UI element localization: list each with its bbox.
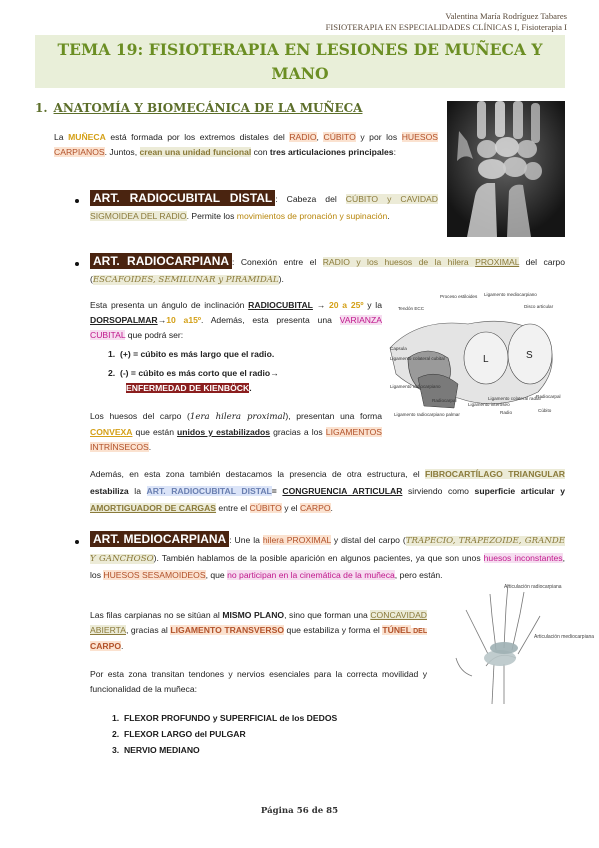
term-tunel: TÚNEL [382,625,412,635]
text: , que [205,570,228,580]
list-text: FLEXOR PROFUNDO y SUPERFICIAL de los DEDOS [123,713,338,723]
diagram-label: Ligamento radiocarpiano [390,384,441,389]
text: Por esta zona transitan tendones y nervios esenciales para la correcta movilidad y funcionalidad de la muñeca: [90,669,427,694]
text: , sino que forman una [284,610,371,620]
term-sesamoideos: HUESOS SESAMOIDEOS [103,570,206,580]
list-text: FLEXOR LARGO del PULGAR [123,729,246,739]
filas-carpianas-paragraph [90,608,427,654]
term-radio: RADIO [322,257,350,267]
huesos-carpo-paragraph [90,409,382,455]
radiocubital-paragraph [90,190,438,225]
list-text: (-) = cúbito es más corto que el radio→ [119,368,279,378]
header-course: FISIOTERAPIA EN ESPECIALIDADES CLÍNICAS I, Fisioterapia I [325,22,567,32]
text: estabiliza [90,486,129,496]
list-number: 2. [112,729,120,739]
mediocarpiana-paragraph [90,531,565,584]
text: ), presentan una forma [285,411,382,421]
angle-value-2: 10 a15º [166,315,202,325]
radiocarpiana-paragraph [90,253,565,289]
text: : Cabeza del [275,194,346,204]
term-huesos-proximales: ESCAFOIDES, SEMILUNAR y PIRAMIDAL [92,275,279,285]
term-inconstantes: huesos inconstantes [483,552,563,563]
term-concavidad: CONCAVIDAD ABIERTA [90,610,428,635]
list-text: . [249,383,252,393]
term-hilera-proximal: hilera PROXIMAL [262,535,331,545]
diagram-letter-s: S [526,350,533,361]
text: la [128,486,147,496]
intro-text: La [54,132,69,142]
term-ligamentos-intrinsecos: LIGAMENTOS INTRÍNSECOS [90,427,382,452]
term-convexa: CONVEXA [90,427,133,437]
title-line-2: MANO [271,64,329,83]
list-item [112,742,337,758]
term-congruencia: CONGRUENCIA ARTICULAR [282,486,403,496]
term-amortiguador: AMORTIGUADOR DE CARGAS [90,503,217,513]
section-title: ANATOMÍA Y BIOMECÁNICA DE LA MUÑECA [53,101,363,115]
intro-paragraph [54,130,438,160]
page-number: Página 56 de 85 [260,806,339,816]
term-ligamento-transverso: LIGAMENTO TRANSVERSO [170,625,285,635]
term-fibrocartilago: FIBROCARTÍLAGO TRIANGULAR [425,469,565,479]
header-author: Valentina María Rodríguez Tabares [445,11,567,21]
text: y los huesos de la hilera [349,257,476,267]
term-varianza: VARIANZA CUBITAL [90,315,382,340]
list-number: 1. [112,713,120,723]
intro-text: , [316,132,324,142]
diagram-label: Ligamento colateral radial [488,396,541,401]
intro-text: está formada por los extremos distales del [105,132,290,142]
text: que podrá ser: [125,330,184,340]
term-radiocubital: RADIOCUBITAL [248,300,313,310]
term-art-radiocubital: ART. RADIOCUBITAL DISTAL [146,486,272,496]
term-no-participan: no participan en la cinemática de la muñeca [227,570,395,580]
term-huesos-carpianos: HUESOS CARPIANOS [54,132,438,157]
diagram-label: Capsula [390,346,407,351]
diagram-label: Ligamento interóseo [468,402,510,407]
text: → [157,315,167,325]
term-cubito: CÚBITO [249,503,282,513]
diagram-label: Disco articular [524,304,554,309]
text: , pero están. [394,570,443,580]
label-radiocubital: ART. RADIOCUBITAL DISTAL [90,190,275,206]
page-header [326,11,567,33]
text: entre el [216,503,250,513]
list-number: 1. [108,349,116,359]
diagram-label: Cúbito [538,408,552,413]
section-heading [35,101,362,115]
text: . [121,641,124,651]
term-cubito-cavidad: CÚBITO y CAVIDAD SIGMOIDEA DEL RADIO [90,194,438,221]
text: sirviendo como [402,486,475,496]
list-number: 3. [112,745,120,755]
intro-text: : [393,147,396,157]
text: Además, en esta zona también destacamos la presencia de otra estructura, el [90,469,426,479]
wrist-xray-image [447,101,565,237]
diagram-letter-l: L [483,354,489,365]
term-pronacion: movimientos de pronación y supinación [236,211,388,221]
text: que estabiliza y forma el [284,625,383,635]
term-unidad-funcional: crean una unidad funcional [139,147,252,157]
fibrocartilago-paragraph [90,466,565,517]
label-radiocarpiana: ART. RADIOCARPIANA [90,253,232,269]
text: : Une la [229,535,263,545]
tendones-list [112,710,337,758]
text: del carpo ( [90,257,565,284]
term-hilera: 1era hilera proximal [189,412,286,422]
text: y el [281,503,300,513]
inclinacion-paragraph [90,298,382,343]
term-dorsopalmar: DORSOPALMAR [90,315,158,325]
text: . [330,503,333,513]
list-number: 2. [108,368,116,378]
term-unidos: unidos y estabilizados [177,427,271,437]
text: ). [278,274,284,284]
text: gracias a los [270,427,326,437]
varianza-item-2 [108,366,382,396]
bullet-mediocarpiana [75,540,79,544]
diagram-label: Radiocarpal [536,394,561,399]
intro-text: y por los [355,132,402,142]
diagram-label: Ligamento mediocarpiano [484,292,537,297]
term-proximal: PROXIMAL [475,257,520,267]
bullet-radiocubital [75,199,79,203]
hand-skeleton-diagram [448,578,595,706]
text: superficie articular y [474,486,565,496]
list-item [112,726,337,742]
term-tres-articulaciones: tres articulaciones principales [269,147,394,157]
text: que están [132,427,178,437]
transitan-paragraph [90,667,427,697]
text: . Además, esta presenta una [201,315,340,325]
radiocarpal-anatomy-diagram [388,288,568,428]
term-carpo: CARPO [90,641,122,651]
diagram-label: Ligamento colateral cubital [390,356,445,361]
term-muneca: MUÑECA [68,132,106,142]
term-mismo-plano: MISMO PLANO [222,610,285,620]
label-mediocarpiana: ART. MEDIOCARPIANA [90,531,229,547]
section-number: 1. [35,101,48,115]
text: DEL [411,628,427,635]
text: y la [363,300,383,310]
diagram-label: Ligamento radiocarpiano palmar [394,412,460,417]
diagram-label: Proceso estiloides [440,294,478,299]
text: : Conexión entre el [232,257,323,267]
term-kienbock: ENFERMEDAD DE KIENBÖCK [126,383,250,393]
list-item [112,710,337,726]
text: Las filas carpianas no se sitúan al [90,610,223,620]
term-carpo: CARPO [299,503,331,513]
text: Esta presenta un ángulo de inclinación [90,300,249,310]
diagram-label: Radiocarpal [432,398,457,403]
angle-value-1: 20 a 25º [329,300,364,310]
diagram-label: Radio [500,410,513,415]
varianza-item-1 [108,347,382,362]
text: , gracias al [125,625,171,635]
diagram-label-mediocarpiana: Articulación mediocarpiana [534,634,595,640]
list-text: (+) = cúbito es más largo que el radio. [119,349,275,359]
intro-text: con [251,147,270,157]
text: Los huesos del carpo ( [90,411,190,421]
text: . [148,442,152,452]
text: = [271,486,283,496]
text: . Permite los [186,211,237,221]
text: y distal del carpo ( [330,535,406,545]
text: ). También hablamos de la posible aparición en algunos pacientes, ya que son unos [153,552,484,563]
diagram-label: Tendón ECC [398,306,425,311]
bullet-radiocarpiana [75,262,79,266]
topic-title [35,35,565,88]
text: , los [90,552,565,580]
diagram-label-radiocarpiana: Articulación radiocarpiana [504,584,562,590]
text: . [387,211,390,221]
intro-text: . Juntos, [104,147,140,157]
text: → [312,300,329,310]
term-radio: RADIO [289,132,317,142]
title-line-1: TEMA 19: FISIOTERAPIA EN LESIONES DE MUÑECA Y [57,40,543,59]
list-text: NERVIO MEDIANO [123,745,200,755]
term-huesos-distales: TRAPECIO, TRAPEZOIDE, GRANDE Y GANCHOSO [90,536,566,564]
term-cubito: CÚBITO [323,132,356,142]
